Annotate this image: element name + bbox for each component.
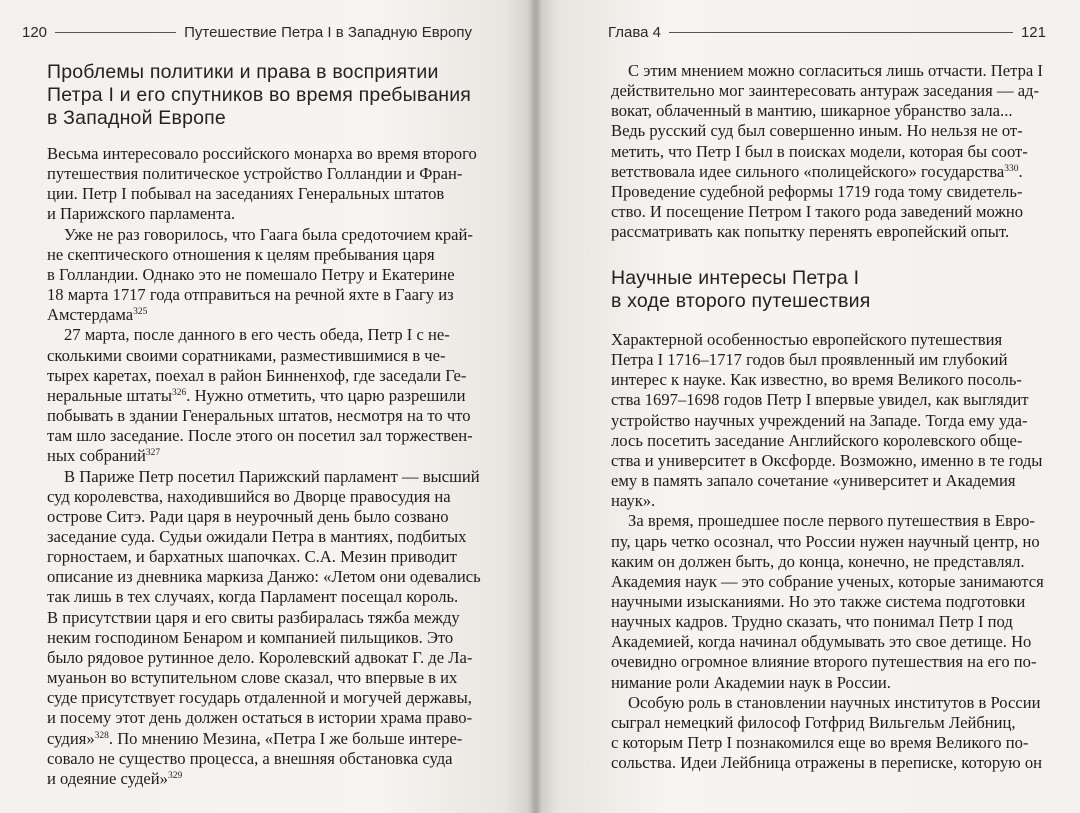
title-line: Научные интересы Петра I	[611, 267, 860, 289]
text-line: лось посетить заседание Английского королевского обще-	[611, 430, 1023, 450]
left-paragraph-4	[47, 467, 487, 790]
footnote-ref[interactable]: 329	[167, 770, 183, 781]
text-line	[47, 446, 487, 466]
text-line: горностаем, и бархатных шапочках. С.А. Мезин приводит	[47, 547, 457, 567]
text-line: рассматривать как попытку перенять европейский опыт.	[611, 222, 1010, 242]
line-text: .	[1018, 161, 1023, 181]
text-line: Петра I 1716–1717 годов был проявленный им глубокий	[611, 350, 1008, 370]
running-head-rule	[669, 32, 1013, 33]
text-line: ства и университет в Оксфорде. Возможно, именно в те годы	[611, 450, 1043, 470]
title-line: в ходе второго путешествия	[611, 290, 871, 312]
left-running-head-title: Путешествие Петра I в Западную Европу	[184, 23, 472, 41]
footnote-ref[interactable]: 327	[145, 448, 161, 459]
text-line	[611, 162, 1051, 182]
text-line: С этим мнением можно согласиться лишь отчасти. Петра I	[628, 61, 1043, 80]
footnote-ref[interactable]: 325	[133, 307, 148, 318]
text-line: вокат, облаченный в мантию, шикарное убранство зала...	[611, 101, 1013, 121]
text-line: Уже не раз говорилось, что Гаага была средоточием край-	[64, 224, 473, 244]
text-line: Академия наук — это собрание ученых, которые занимаются	[611, 571, 1044, 591]
text-line: Характерной особенностью европейского путешествия	[611, 330, 1003, 349]
left-paragraph-2	[47, 225, 487, 326]
line-text: Амстердама	[47, 305, 134, 325]
left-page-number: 120	[22, 23, 48, 41]
left-running-head	[22, 22, 472, 42]
text-line: в Голландии. Однако это не помешало Петру и Екатерине	[47, 264, 455, 284]
line-text: . Нужно отметить, что царю разрешили	[186, 385, 466, 405]
text-line: так лишь в тех случаях, когда Парламент посещал король.	[47, 587, 459, 607]
text-line: путешествия политическое устройство Голландии и Фран-	[47, 164, 463, 184]
text-line: Весьма интересовало российского монарха во время второго	[47, 144, 477, 163]
right-running-head	[608, 22, 1046, 42]
text-line: суд королевства, находившийся во Дворце правосудия на	[47, 486, 451, 506]
text-line: Особую роль в становлении научных институтов в России	[628, 692, 1041, 712]
text-line	[47, 729, 487, 749]
text-line: очевидно огромное влияние второго путешествия на его по-	[611, 652, 1037, 672]
text-line: нимание роли Академии наук в России.	[611, 672, 891, 692]
text-line: наук».	[611, 491, 656, 511]
text-line: было рядовое рутинное дело. Королевский адвокат Г. де Ла-	[47, 647, 473, 667]
text-line: устройство научных учреждений на Западе. Тогда ему уда-	[611, 410, 1028, 430]
text-line: заседание суда. Судьи ожидали Петра в мантиях, подбитых	[47, 526, 467, 546]
right-running-head-title: Глава 4	[608, 23, 662, 41]
footnote-ref[interactable]: 330	[1004, 163, 1019, 174]
text-line: побывать в здании Генеральных штатов, несмотря на то что	[47, 406, 471, 426]
text-line: каким он должен быть, до конца, конечно, не представлял.	[611, 551, 1025, 571]
line-text: и одеяние судей»	[47, 768, 168, 788]
text-line: сколькими своими соратниками, разместившимися в че-	[47, 345, 446, 365]
right-paragraph-3	[611, 693, 1051, 774]
title-line: в Западной Европе	[47, 107, 226, 129]
footnote-ref[interactable]: 326	[172, 387, 187, 398]
text-line: с которым Петр I познакомился еще во время Великого по-	[611, 733, 1029, 753]
text-line: Проведение судебной реформы 1719 года тому свидетель-	[611, 181, 1023, 201]
text-line: 18 марта 1717 года отправиться на речной яхте в Гаагу из	[47, 285, 454, 305]
text-line: сольства. Идеи Лейбница отражены в переписке, которую он	[611, 753, 1043, 773]
text-line: суде присутствует государь отдаленной и могучей державы,	[47, 688, 472, 708]
text-line: описание из дневника маркиза Данжо: «Летом они одевались	[47, 567, 481, 587]
text-line: совало не существо процесса, а внешняя обстановка суда	[47, 748, 453, 768]
line-text: . По мнению Мезина, «Петра I же больше интере-	[108, 728, 463, 748]
text-line: неким господином Бенаром и компанией пильщиков. Это	[47, 627, 454, 647]
text-line	[47, 386, 487, 406]
line-text: ветствовала идее сильного «полицейского» государства	[611, 161, 1005, 181]
text-line	[47, 769, 487, 789]
text-line: острове Ситэ. Ради царя в неурочный день было созвано	[47, 506, 449, 526]
left-section-title	[47, 61, 487, 130]
right-paragraph-2	[611, 511, 1051, 692]
title-line: Проблемы политики и права в восприятии	[47, 61, 439, 83]
text-line: В присутствии царя и его свиты разбиралась тяжба между	[47, 607, 460, 627]
right-page-number: 121	[1020, 23, 1046, 41]
text-line: там шло заседание. После этого он посетил зал торжествен-	[47, 426, 473, 446]
text-line: За время, прошедшее после первого путешествия в Евро-	[628, 511, 1035, 531]
text-line: научными изысканиями. Но это также система подготовки	[611, 592, 1026, 612]
line-text: судия»	[47, 728, 95, 748]
text-line: сыграл немецкий философ Готфрид Вильгельм Лейбниц,	[611, 712, 1016, 732]
text-line	[47, 305, 487, 325]
text-line: ему в память запало сочетание «университет и Академия	[611, 471, 1016, 491]
text-line: ства 1697–1698 годов Петр I впервые увидел, как выглядит	[611, 390, 1029, 410]
text-line: тырех каретах, поехал в район Бинненхоф, где заседали Ге-	[47, 365, 467, 385]
right-page	[536, 0, 1080, 813]
running-head-rule	[55, 32, 176, 33]
text-line: В Париже Петр посетил Парижский парламент — высший	[64, 466, 480, 486]
title-line: Петра I и его спутников во время пребывания	[47, 84, 472, 106]
text-line: действительно мог заинтересовать антураж заседания — ад-	[611, 81, 1040, 101]
left-page	[0, 0, 536, 813]
right-paragraph-continued	[611, 61, 1051, 242]
text-line: научных кадров. Трудно сказать, что понимал Петр I под	[611, 612, 1013, 632]
text-line: интерес к науке. Как известно, во время Великого посоль-	[611, 370, 1022, 390]
text-line: метить, что Петр I был в поисках модели, которая бы соот-	[611, 141, 1028, 161]
text-line: Академией, когда начинал обдумывать это свое детище. Но	[611, 632, 1032, 652]
text-line: и посему этот день должен остаться в истории храма право-	[47, 708, 473, 728]
text-line: 27 марта, после данного в его честь обеда, Петр I с не-	[64, 325, 450, 345]
text-line: не скептического отношения к целям пребывания царя	[47, 244, 435, 264]
text-line: ции. Петр I побывал на заседаниях Генеральных штатов	[47, 184, 445, 204]
right-section-title	[611, 267, 1011, 313]
left-paragraph-3	[47, 325, 487, 466]
text-line: пу, царь четко осознал, что России нужен научный центр, но	[611, 531, 1040, 551]
left-paragraph-1	[47, 144, 487, 225]
text-line: ство. И посещение Петром I такого рода заведений можно	[611, 202, 1024, 222]
text-line: муаньон во вступительном слове сказал, что впервые в их	[47, 668, 458, 688]
text-line: и Парижского парламента.	[47, 204, 236, 224]
right-paragraph-1	[611, 330, 1051, 511]
line-text: ных собраний	[47, 446, 146, 466]
book-gutter-shadow	[528, 0, 542, 813]
text-line: Ведь русский суд был совершенно иным. Но нельзя не от-	[611, 121, 1023, 141]
line-text: неральные штаты	[47, 385, 173, 405]
footnote-ref[interactable]: 328	[94, 730, 109, 741]
